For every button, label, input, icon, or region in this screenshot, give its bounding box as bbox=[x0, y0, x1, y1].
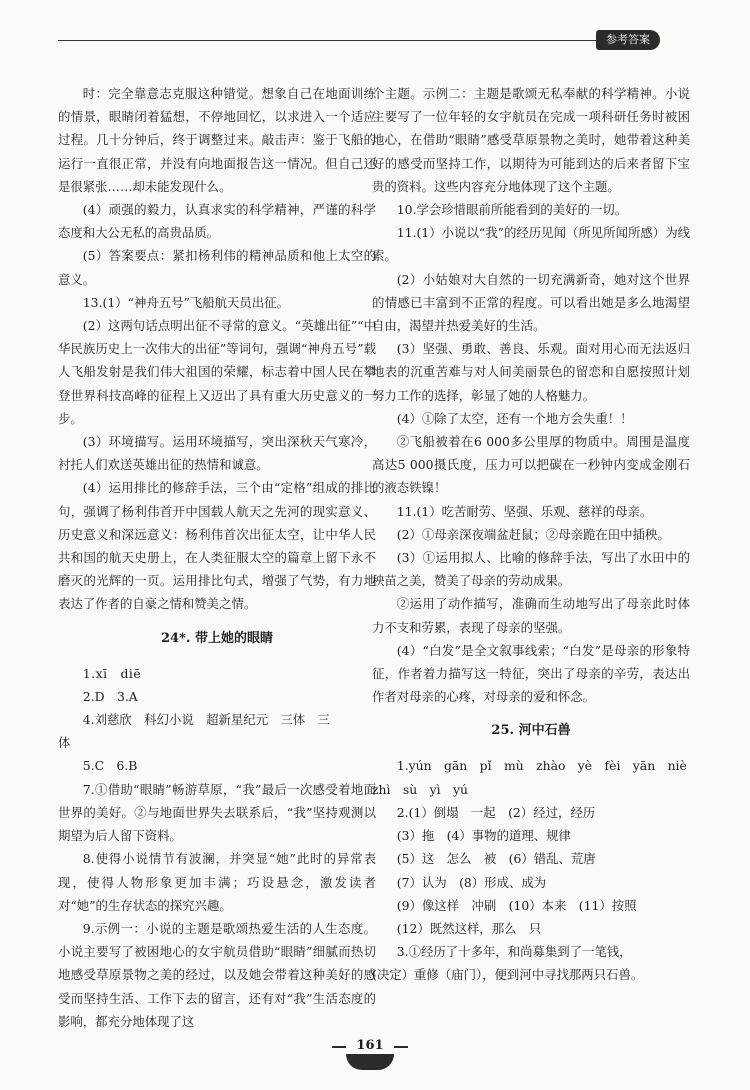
answer-paragraph: 8.使得小说情节有波澜，并突显“她”此时的异常表现，使得人物形象更加丰满；巧设悬念，激发读者对“她”的生存状态的探究兴趣。 bbox=[58, 851, 376, 913]
answer-paragraph: (2）①母亲深夜端盆赶鼠；②母亲跪在田中插秧。 bbox=[396, 526, 670, 542]
answer-paragraph: (2）这两句话点明出征不寻常的意义。“英雄出征”“中华民族历史上一次伟大的出征”等词句，强调“神舟五号”载人飞船发射是我们伟大祖国的荣耀，标志着中国人民在攀登世界科技高峰的征程上又迈出了具有重大历史意义的一步。 bbox=[58, 318, 376, 426]
answer-paragraph: 4.刘慈欣 科幻小说 超新星纪元 三体 三 bbox=[82, 712, 331, 728]
answer-paragraph: (5）这 怎么 被 (6）错乱、荒唐 bbox=[396, 851, 596, 867]
section-heading: 24*. 带上她的眼睛 bbox=[161, 630, 273, 646]
answer-paragraph: (2）小姑娘对大自然的一切充满新奇，她对这个世界的情感已丰富到不正常的程度。可以看出她是多么地渴望自由，渴望并热爱美好的生活。 bbox=[372, 271, 690, 334]
answer-paragraph: 13.(1）“神舟五号”飞船航天员出征。 bbox=[82, 294, 289, 310]
answer-paragraph: 11.(1）吃苦耐劳、坚强、乐观、慈祥的母亲。 bbox=[396, 503, 653, 519]
answer-paragraph: 个主题。示例二：主题是歌颂无私奉献的科学精神。小说主要写了一位年轻的女宇航员在完成一项科研任务时被困地心，在借助“眼睛”感受草原景物之美时，她带着这种美好的感受而坚持工作，以期待为可能到达的后来者留下宝贵的资料。这些内容充分地体现了这个主题。 bbox=[372, 86, 690, 194]
answer-paragraph: 时：完全靠意志克服这种错觉。想象自己在地面训练的情景，眼睛闭着猛想，不停地回忆，以求进入一个适应过程。几十分钟后，终于调整过来。敲击声：鉴于飞船的运行一直很正常，并没有向地面报告这一情况。但自己还是很紧张……却未能发现什么。 bbox=[58, 86, 376, 194]
answer-paragraph: (4）“白发”是全文叙事线索；“白发”是母亲的形象特征，作者着力描写这一特征，突出了母亲的辛劳，表达出作者对母亲的心疼，对母亲的爱和怀念。 bbox=[372, 642, 690, 705]
answer-paragraph: (3）①运用拟人、比喻的修辞手法，写出了水田中的秧苗之美，赞美了母亲的劳动成果。 bbox=[372, 550, 690, 589]
answer-paragraph: 10.学会珍惜眼前所能看到的美好的一切。 bbox=[396, 202, 628, 218]
answer-paragraph: (7）认为 (8）形成、成为 bbox=[396, 874, 547, 890]
answer-paragraph: 3.①经历了十多年，和尚募集到了一笔钱， bbox=[396, 944, 632, 960]
header-rule bbox=[58, 40, 656, 41]
answer-paragraph: (5）答案要点：紧扣杨利伟的精神品质和他上太空的意义。 bbox=[58, 248, 376, 287]
answer-paragraph: 1.xī diē bbox=[82, 665, 142, 681]
answer-paragraph: (4）运用排比的修辞手法，三个由“定格”组成的排比句，强调了杨利伟首开中国载人航天之先河的现实意义、历史意义和深远意义：杨利伟首次出征太空，让中华人民共和国的航天史册上，在人类征服太空的篇章上留下永不磨灭的光辉的一页。运用排比句式，增强了气势，有力地表达了作者的自豪之情和赞美之情。 bbox=[58, 480, 376, 612]
answer-paragraph: 11.(1）小说以“我”的经历见闻（所见所闻所感）为线索。 bbox=[372, 225, 690, 264]
answer-paragraph: zhì sù yì yú bbox=[372, 781, 468, 797]
answer-paragraph: 7.①借助“眼睛”畅游草原，“我”最后一次感受着地面世界的美好。②与地面世界失去联系后，“我”坚持观测以期望为后人留下资料。 bbox=[58, 781, 376, 844]
answer-paragraph: (决定）重修（庙门），便到河中寻找那两只石兽。 bbox=[372, 967, 644, 983]
answer-paragraph: 2.D 3.A bbox=[82, 688, 138, 704]
page-footer bbox=[340, 1030, 400, 1074]
answer-paragraph: 9.示例一：小说的主题是歌颂热爱生活的人生态度。小说主要写了被困地心的女宇航员借助“眼睛”细腻而热切地感受草原景物之美的经过，以及她会带着这种美好的感受而坚持生活、工作下去的留言，还有对“我”生活态度的影响，都充分地体现了这 bbox=[58, 920, 376, 1029]
answer-paragraph: (3）拖 (4）事物的道理、规律 bbox=[396, 828, 571, 844]
answer-paragraph: (12）既然这样，那么 只 bbox=[396, 920, 542, 936]
answer-paragraph: 1.yún gān pǐ mù zhào yè fèi yān niè bbox=[396, 758, 687, 774]
answer-paragraph: (3）环境描写。运用环境描写，突出深秋天气寒冷，衬托人们欢送英雄出征的热情和诚意。 bbox=[58, 434, 376, 473]
answer-paragraph: (4）①除了太空，还有一个地方会失重！！ bbox=[396, 410, 633, 426]
answer-paragraph: 5.C 6.B bbox=[82, 758, 138, 774]
right-column bbox=[372, 82, 690, 987]
answer-paragraph: ②运用了动作描写，准确而生动地写出了母亲此时体力不支和劳累，表现了母亲的坚强。 bbox=[372, 596, 690, 635]
answer-paragraph: 体 bbox=[58, 735, 71, 751]
left-column bbox=[58, 82, 376, 1033]
answer-paragraph: (4）顽强的毅力，认真求实的科学精神，严谨的科学态度和大公无私的高贵品质。 bbox=[58, 202, 376, 241]
section-heading: 25. 河中石兽 bbox=[491, 723, 571, 739]
page-number: 161 bbox=[356, 1038, 384, 1053]
answer-paragraph: ②飞船被着在6 000多公里厚的物质中。周围是温度高达5 000摄氏度，压力可以把碳在一秒钟内变成金刚石的液态铁镍！ bbox=[372, 434, 690, 496]
answer-paragraph: 2.(1）倒塌 一起 (2）经过，经历 bbox=[396, 804, 596, 820]
footer-ornament bbox=[346, 1054, 394, 1070]
answer-paragraph: (3）坚强、勇敢、善良、乐观。面对用心而无法返归地表的沉重苦难与对人间美丽景色的留恋和自愿按照计划努力工作的选择，彰显了她的人格魅力。 bbox=[372, 341, 690, 403]
answer-paragraph: (9）像这样 冲刷 (10）本来 (11）按照 bbox=[396, 897, 637, 913]
header-badge: 参考答案 bbox=[596, 30, 660, 50]
